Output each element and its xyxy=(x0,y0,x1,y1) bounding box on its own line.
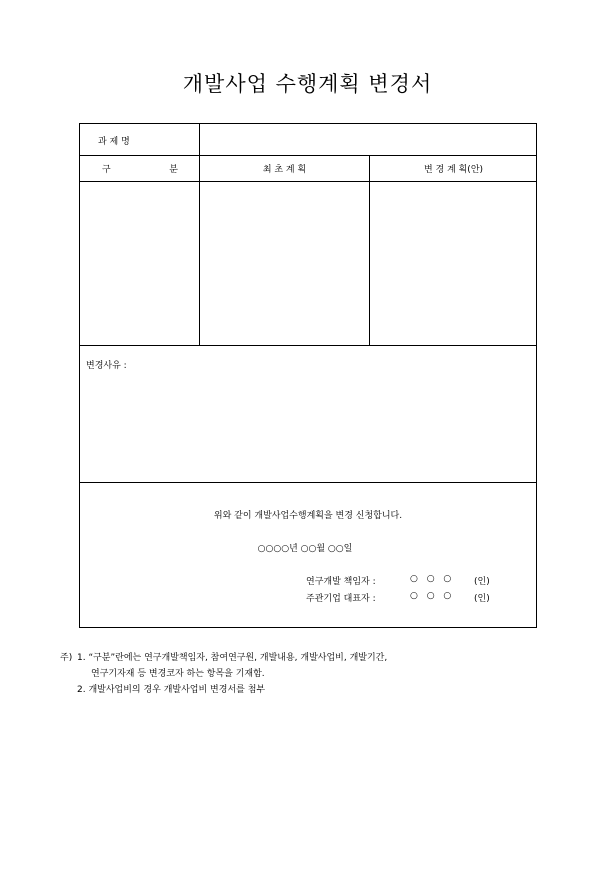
seal-label: (인) xyxy=(474,577,490,587)
change-plan-cell[interactable] xyxy=(370,182,537,345)
signature-role: 주관기업 대표자 : xyxy=(306,594,376,604)
signature-row-lead-researcher xyxy=(306,574,490,587)
footnotes xyxy=(60,650,388,698)
row-divider xyxy=(80,345,536,346)
change-plan-form xyxy=(79,123,537,628)
initial-plan-cell[interactable] xyxy=(200,182,369,345)
note-prefix: 주) xyxy=(60,653,73,663)
note-line-3 xyxy=(60,682,266,698)
document-title: 개발사업 수행계획 변경서 xyxy=(182,72,433,96)
row-divider xyxy=(80,155,536,156)
note-line-1 xyxy=(60,650,388,666)
declaration-statement: 위와 같이 개발사업수행계획을 변경 신청합니다. xyxy=(213,511,403,521)
note-text: 연구기자재 등 변경코자 하는 항목을 기재함. xyxy=(91,669,265,679)
signature-row-representative xyxy=(306,591,490,604)
change-plan-header: 변 경 계 획(안) xyxy=(423,165,484,175)
category-header-char: 구 xyxy=(102,165,111,175)
project-name-label xyxy=(98,134,178,147)
row-divider xyxy=(80,482,536,483)
signature-mark: ○ ○ ○ xyxy=(410,591,452,601)
date-line: ○○○○년 ○○월 ○○일 xyxy=(257,544,353,554)
note-text: 2. 개발사업비의 경우 개발사업비 변경서를 첨부 xyxy=(77,685,266,695)
category-header-char: 분 xyxy=(169,165,178,175)
project-name-label-text: 과 제 명 xyxy=(98,137,130,147)
initial-plan-header: 최 초 계 획 xyxy=(262,165,307,175)
signature-role: 연구개발 책임자 : xyxy=(306,577,376,587)
signature-mark: ○ ○ ○ xyxy=(410,574,452,584)
change-reason-label: 변경사유 : xyxy=(86,361,127,371)
seal-label: (인) xyxy=(474,594,490,604)
note-line-2 xyxy=(60,666,265,682)
note-text: 1. “구분”란에는 연구개발책임자, 참여연구원, 개발내용, 개발사업비, 개발기간, xyxy=(77,653,388,663)
category-header xyxy=(102,162,178,175)
category-cell[interactable] xyxy=(80,182,199,345)
